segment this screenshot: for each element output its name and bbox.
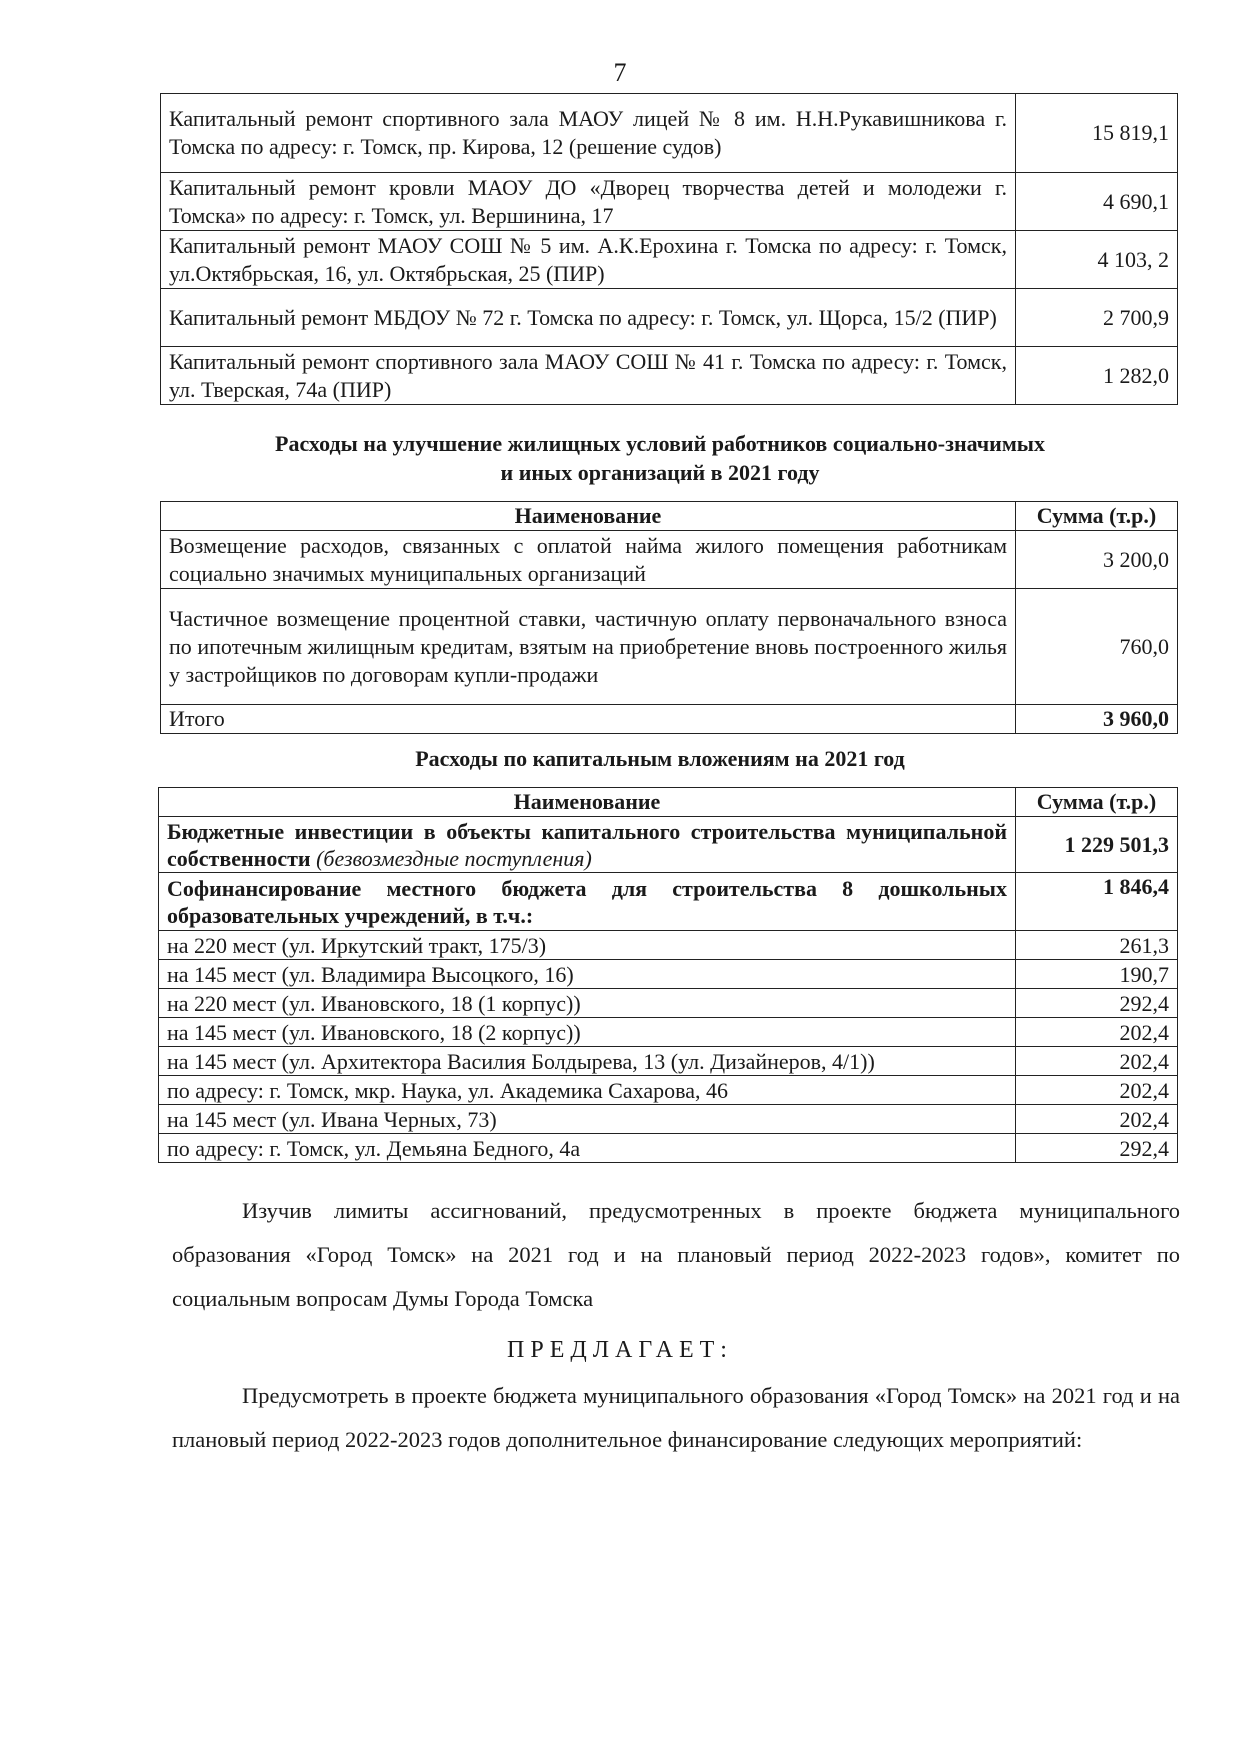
paragraph-proposal: Предусмотреть в проекте бюджета муниципального образования «Город Томск» на 2021 год и на плановый период 2022-2023 годов дополнительное финансирование следующих мероприятий: [172, 1383, 1180, 1452]
row-sum: 1 282,0 [1016, 347, 1178, 405]
table-row [159, 989, 1178, 1018]
row-sum: 760,0 [1016, 589, 1178, 705]
investments-name-text: Бюджетные инвестиции в объекты капитального строительства муниципальной собственности [167, 818, 1007, 871]
row-sum: 4 690,1 [1016, 173, 1178, 231]
row-name: Капитальный ремонт МАОУ СОШ № 5 им. А.К.Ерохина г. Томска по адресу: г. Томск, ул.Октябрьская, 16, ул. Октябрьская, 25 (ПИР) [161, 231, 1016, 289]
table-row [161, 347, 1178, 405]
item-name: на 145 мест (ул. Владимира Высоцкого, 16) [159, 960, 1016, 989]
item-name: на 220 мест (ул. Ивановского, 18 (1 корпус)) [159, 989, 1016, 1018]
item-sum: 202,4 [1016, 1047, 1178, 1076]
row-name: Капитальный ремонт МБДОУ № 72 г. Томска по адресу: г. Томск, ул. Щорса, 15/2 (ПИР) [161, 289, 1016, 347]
table-row [159, 1047, 1178, 1076]
investments-name [159, 817, 1016, 873]
row-sum: 4 103, 2 [1016, 231, 1178, 289]
capital-heading: Расходы по капитальным вложениям на 2021 год [415, 746, 905, 771]
item-name: на 220 мест (ул. Иркутский тракт, 175/3) [159, 931, 1016, 960]
cofinancing-sum: 1 846,4 [1016, 873, 1178, 931]
table-row [161, 231, 1178, 289]
item-sum: 202,4 [1016, 1076, 1178, 1105]
item-name: по адресу: г. Томск, ул. Демьяна Бедного, 4а [159, 1134, 1016, 1163]
table-header-row [159, 788, 1178, 817]
table-row [161, 94, 1178, 173]
item-name: по адресу: г. Томск, мкр. Наука, ул. Академика Сахарова, 46 [159, 1076, 1016, 1105]
table-row [159, 817, 1178, 873]
column-header-sum: Сумма (т.р.) [1016, 502, 1178, 531]
row-name: Частичное возмещение процентной ставки, частичную оплату первоначального взноса по ипотечным жилищным кредитам, взятым на приобретение вновь построенного жилья у застройщиков по договорам купли-продажи [161, 589, 1016, 705]
column-header-sum: Сумма (т.р.) [1016, 788, 1178, 817]
housing-table [160, 501, 1178, 734]
column-header-name: Наименование [161, 502, 1016, 531]
row-sum: 15 819,1 [1016, 94, 1178, 173]
housing-heading-line1: Расходы на улучшение жилищных условий работников социально-значимых [275, 431, 1045, 456]
item-name: на 145 мест (ул. Архитектора Василия Болдырева, 13 (ул. Дизайнеров, 4/1)) [159, 1047, 1016, 1076]
table-header-row [161, 502, 1178, 531]
table-row [161, 173, 1178, 231]
investments-sum: 1 229 501,3 [1016, 817, 1178, 873]
table-row [159, 1076, 1178, 1105]
row-name: Капитальный ремонт кровли МАОУ ДО «Дворец творчества детей и молодежи г. Томска» по адресу: г. Томск, ул. Вершинина, 17 [161, 173, 1016, 231]
cofinancing-name: Софинансирование местного бюджета для строительства 8 дошкольных образовательных учреждений, в т.ч.: [159, 873, 1016, 931]
total-sum: 3 960,0 [1016, 705, 1178, 734]
item-sum: 261,3 [1016, 931, 1178, 960]
total-label: Итого [161, 705, 1016, 734]
page-number: 7 [613, 58, 627, 87]
item-sum: 202,4 [1016, 1018, 1178, 1047]
item-name: на 145 мест (ул. Ивана Черных, 73) [159, 1105, 1016, 1134]
investments-note: (безвозмездные поступления) [316, 845, 592, 871]
offer-heading: ПРЕДЛАГАЕТ: [507, 1337, 733, 1363]
table-row [161, 589, 1178, 705]
item-sum: 292,4 [1016, 989, 1178, 1018]
paragraph-limits: Изучив лимиты ассигнований, предусмотренных в проекте бюджета муниципального образования «Город Томск» на 2021 год и на плановый период 2022-2023 годов», комитет по социальным вопросам Думы Города Томска [172, 1198, 1180, 1311]
row-sum: 3 200,0 [1016, 531, 1178, 589]
column-header-name: Наименование [159, 788, 1016, 817]
total-row [161, 705, 1178, 734]
table-row [159, 1018, 1178, 1047]
table-row [159, 960, 1178, 989]
row-name: Возмещение расходов, связанных с оплатой найма жилого помещения работникам социально значимых муниципальных организаций [161, 531, 1016, 589]
capital-repairs-table [160, 93, 1178, 405]
table-row [159, 873, 1178, 931]
item-sum: 202,4 [1016, 1105, 1178, 1134]
table-row [161, 531, 1178, 589]
row-name: Капитальный ремонт спортивного зала МАОУ СОШ № 41 г. Томска по адресу: г. Томск, ул. Тверская, 74а (ПИР) [161, 347, 1016, 405]
capital-investments-table [158, 787, 1178, 1163]
table-row [159, 1134, 1178, 1163]
table-row [159, 931, 1178, 960]
row-name: Капитальный ремонт спортивного зала МАОУ лицей № 8 им. Н.Н.Рукавишникова г. Томска по адресу: г. Томск, пр. Кирова, 12 (решение судов) [161, 94, 1016, 173]
item-sum: 292,4 [1016, 1134, 1178, 1163]
housing-heading-line2: и иных организаций в 2021 году [500, 460, 820, 485]
item-name: на 145 мест (ул. Ивановского, 18 (2 корпус)) [159, 1018, 1016, 1047]
table-row [159, 1105, 1178, 1134]
table-row [161, 289, 1178, 347]
item-sum: 190,7 [1016, 960, 1178, 989]
row-sum: 2 700,9 [1016, 289, 1178, 347]
